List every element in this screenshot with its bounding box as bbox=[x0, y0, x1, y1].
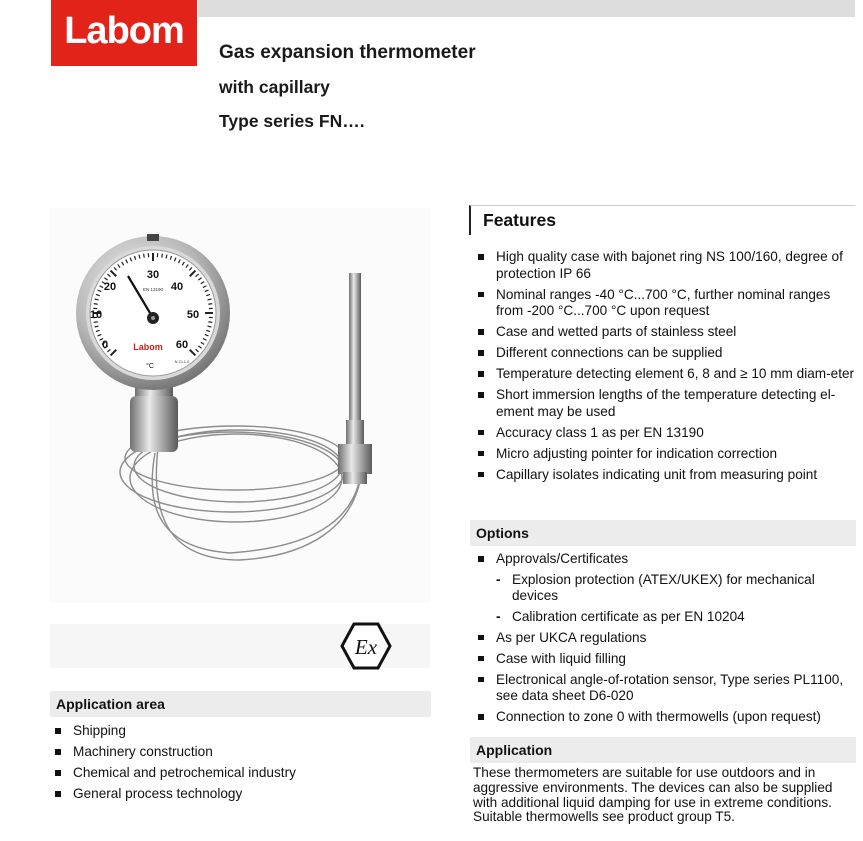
application-area-list bbox=[50, 723, 431, 807]
approvals-sublist bbox=[496, 572, 857, 626]
scale-label-30: 30 bbox=[146, 269, 160, 281]
scale-label-40: 40 bbox=[170, 281, 184, 293]
list-item: Temperature detecting element 6, 8 and ≥ 10 mm diam-eter bbox=[473, 366, 857, 383]
gauge-standard: EN 13190 bbox=[142, 287, 164, 292]
gauge-tick bbox=[208, 304, 212, 305]
options-heading: Options bbox=[470, 520, 856, 546]
application-area-heading: Application area bbox=[50, 691, 431, 717]
title-block bbox=[219, 36, 476, 138]
scale-label-0: 0 bbox=[101, 339, 109, 351]
list-item: Shipping bbox=[50, 723, 431, 740]
ex-label: Ex bbox=[354, 635, 378, 659]
list-item: Capillary isolates indicating unit from measuring point bbox=[473, 467, 857, 484]
list-item: As per UKCA regulations bbox=[473, 630, 857, 647]
list-item: Electronical angle-of-rotation sensor, Type series PL1100, see data sheet D6-020 bbox=[473, 672, 857, 705]
features-heading: Features bbox=[469, 205, 855, 235]
features-list bbox=[473, 249, 857, 488]
scale-label-50: 50 bbox=[186, 309, 200, 321]
labom-logo bbox=[51, 0, 197, 66]
application-text: These thermometers are suitable for use outdoors and in aggressive environments. The devices can also be supplied with additional liquid damping for use in extreme conditions. Suitable thermowells see product group T5. bbox=[473, 765, 833, 825]
gauge-tick bbox=[208, 322, 212, 323]
list-item: Different connections can be supplied bbox=[473, 345, 857, 362]
list-item: Chemical and petrochemical industry bbox=[50, 765, 431, 782]
scale-label-20: 20 bbox=[103, 281, 117, 293]
logo-text: Labom bbox=[64, 9, 184, 52]
gauge-brand: Labom bbox=[133, 342, 163, 352]
header-bar bbox=[198, 0, 855, 17]
thermometer-illustration bbox=[50, 208, 430, 603]
list-item: Machinery construction bbox=[50, 744, 431, 761]
ex-hexagon-icon bbox=[340, 622, 392, 670]
list-item: Accuracy class 1 as per EN 13190 bbox=[473, 425, 857, 442]
gauge-tick bbox=[94, 322, 98, 323]
type-series: Type series FN…. bbox=[219, 111, 365, 131]
list-item: Short immersion lengths of the temperature detecting el-ement may be used bbox=[473, 387, 857, 420]
list-item bbox=[473, 551, 857, 625]
options-list bbox=[473, 551, 857, 730]
scale-label-60: 60 bbox=[175, 339, 189, 351]
approvals-label: Approvals/Certificates bbox=[496, 551, 629, 566]
product-image bbox=[50, 208, 430, 603]
gauge-tick bbox=[144, 254, 145, 258]
list-item: Nominal ranges -40 °C...700 °C, further nominal ranges from -200 °C...700 °C upon request bbox=[473, 287, 857, 320]
page-subtitle: with capillary bbox=[219, 77, 330, 97]
application-heading: Application bbox=[470, 737, 856, 763]
scale-label-10: 10 bbox=[89, 309, 103, 321]
gauge-unit: °C bbox=[146, 363, 154, 370]
gauge-class: N CL1.0 bbox=[174, 359, 190, 364]
gauge-tick bbox=[162, 254, 163, 258]
list-item: Connection to zone 0 with thermowells (upon request) bbox=[473, 709, 857, 726]
page-title: Gas expansion thermometer bbox=[219, 42, 476, 63]
list-item: High quality case with bajonet ring NS 100/160, degree of protection IP 66 bbox=[473, 249, 857, 282]
list-item: Micro adjusting pointer for indication correction bbox=[473, 446, 857, 463]
list-item: Case with liquid filling bbox=[473, 651, 857, 668]
gauge-tick bbox=[94, 304, 98, 305]
sub-list-item: - Calibration certificate as per EN 10204 bbox=[496, 609, 857, 626]
sub-list-item: - Explosion protection (ATEX/UKEX) for mechanical devices bbox=[496, 572, 857, 605]
list-item: Case and wetted parts of stainless steel bbox=[473, 324, 857, 341]
list-item: General process technology bbox=[50, 786, 431, 803]
